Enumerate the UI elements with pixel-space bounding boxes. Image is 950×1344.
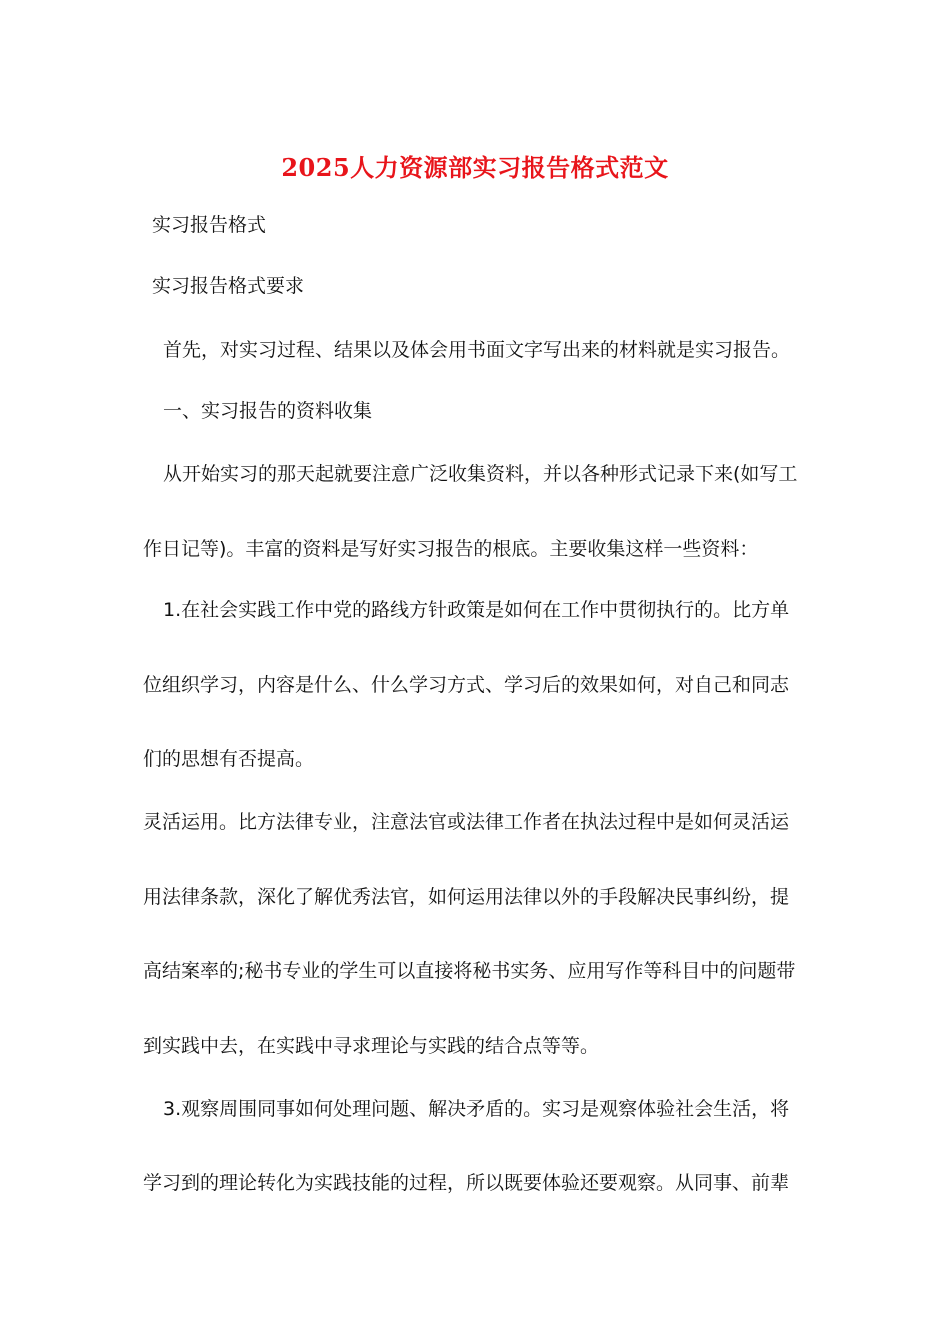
section-heading-line: 实习报告格式要求 — [152, 275, 305, 297]
paragraph-line: 从开始实习的那天起就要注意广泛收集资料，并以各种形式记录下来(如写工 — [163, 463, 798, 485]
paragraph-line: 到实践中去，在实践中寻求理论与实践的结合点等等。 — [143, 1035, 600, 1057]
paragraph-line: 学习到的理论转化为实践技能的过程，所以既要体验还要观察。从同事、前辈 — [143, 1172, 790, 1194]
paragraph-line: 们的思想有否提高。 — [143, 748, 315, 770]
paragraph-line: 1.在社会实践工作中党的路线方针政策是如何在工作中贯彻执行的。比方单 — [163, 599, 790, 621]
document-title: 2025人力资源部实习报告格式范文 — [281, 153, 669, 182]
paragraph-line: 位组织学习，内容是什么、什么学习方式、学习后的效果如何，对自己和同志 — [143, 674, 790, 696]
paragraph-line: 灵活运用。比方法律专业，注意法官或法律工作者在执法过程中是如何灵活运 — [143, 811, 790, 833]
paragraph-line: 3.观察周围同事如何处理问题、解决矛盾的。实习是观察体验社会生活，将 — [163, 1098, 790, 1120]
section-heading-line: 一、实习报告的资料收集 — [163, 400, 373, 422]
section-heading-line: 实习报告格式 — [152, 214, 267, 236]
paragraph-line: 用法律条款，深化了解优秀法官，如何运用法律以外的手段解决民事纠纷，提 — [143, 886, 790, 908]
paragraph-line: 高结案率的;秘书专业的学生可以直接将秘书实务、应用写作等科目中的问题带 — [143, 960, 796, 982]
paragraph-line: 首先，对实习过程、结果以及体会用书面文字写出来的材料就是实习报告。 — [163, 339, 791, 361]
paragraph-line: 作日记等)。丰富的资料是写好实习报告的根底。主要收集这样一些资料： — [143, 538, 759, 560]
